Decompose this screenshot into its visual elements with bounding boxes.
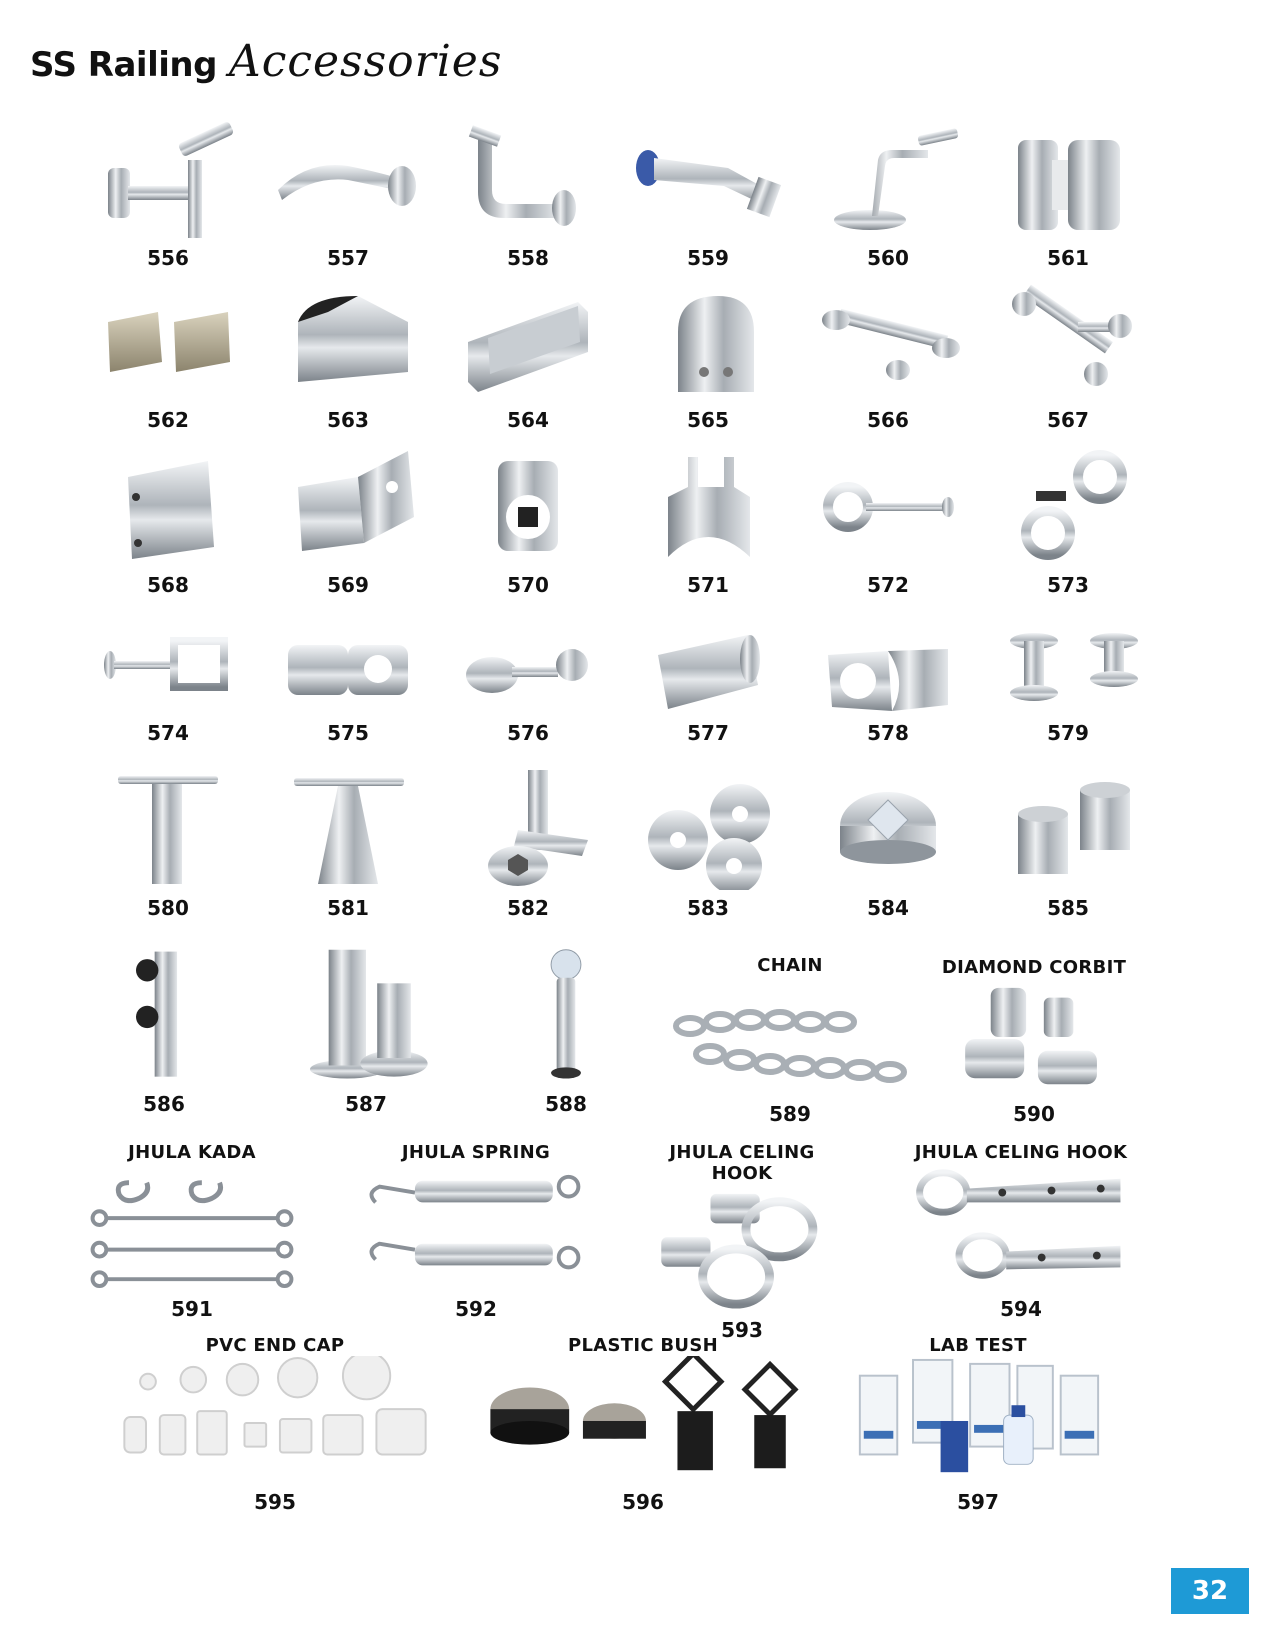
pvc-end-caps-icon: [110, 1356, 440, 1484]
product-582[interactable]: [448, 770, 608, 920]
product-566[interactable]: [808, 282, 968, 432]
product-code: 594: [1000, 1297, 1042, 1321]
product-583[interactable]: [628, 770, 788, 920]
product-caption: PVC END CAP: [205, 1335, 345, 1356]
product-579[interactable]: [988, 595, 1148, 745]
product-code: 589: [769, 1102, 811, 1126]
l-patch-fitting-icon: [268, 447, 428, 567]
cross-connector-icon: [268, 595, 428, 715]
product-code: 560: [867, 246, 909, 270]
d-clamp-icon: [628, 282, 788, 402]
glass-pipe-holder-icon: [448, 595, 608, 715]
product-code: 582: [507, 896, 549, 920]
product-code: 588: [545, 1092, 587, 1116]
standoff-pair-icon: [988, 595, 1148, 715]
product-580[interactable]: [88, 770, 248, 920]
product-code: 585: [1047, 896, 1089, 920]
product-code: 574: [147, 721, 189, 745]
product-code: 579: [1047, 721, 1089, 745]
ring-bolt-icon: [988, 447, 1148, 567]
product-573[interactable]: [988, 447, 1148, 597]
product-578[interactable]: [808, 595, 968, 745]
product-code: 597: [957, 1490, 999, 1514]
product-567[interactable]: [988, 282, 1148, 432]
product-589[interactable]: [660, 955, 920, 1126]
glass-connector-icon: [988, 120, 1148, 240]
product-592[interactable]: [364, 1142, 588, 1321]
product-565[interactable]: [628, 282, 788, 432]
product-564[interactable]: [448, 282, 608, 432]
ring-connector-icon: [808, 595, 968, 715]
countersunk-bolts-icon: [448, 770, 608, 890]
product-caption: CHAIN: [757, 955, 823, 976]
s-hooks-icon: [84, 1163, 300, 1291]
product-code: 584: [867, 896, 909, 920]
u-channel-icon: [448, 282, 608, 402]
product-code: 573: [1047, 573, 1089, 597]
product-code: 593: [721, 1318, 763, 1342]
glass-bracket-icon: [628, 120, 788, 240]
glass-post-icon: [84, 946, 244, 1086]
diamond-cap-icon: [808, 770, 968, 890]
product-563[interactable]: [268, 282, 428, 432]
product-code: 580: [147, 896, 189, 920]
product-code: 565: [687, 408, 729, 432]
product-581[interactable]: [268, 770, 428, 920]
product-code: 596: [622, 1490, 664, 1514]
product-code: 564: [507, 408, 549, 432]
post-top-plate-icon: [88, 770, 248, 890]
plastic-bush-icon: [478, 1356, 808, 1484]
product-caption: PLASTIC BUSH: [568, 1335, 718, 1356]
chain-icon: [660, 976, 920, 1096]
product-code: 592: [455, 1297, 497, 1321]
product-562[interactable]: [88, 282, 248, 432]
product-code: 568: [147, 573, 189, 597]
product-595[interactable]: [110, 1335, 440, 1514]
product-code: 561: [1047, 246, 1089, 270]
tapered-post-icon: [268, 770, 428, 890]
product-code: 591: [171, 1297, 213, 1321]
title-bold: SS Railing: [30, 45, 217, 85]
product-569[interactable]: [268, 447, 428, 597]
product-code: 562: [147, 408, 189, 432]
product-590[interactable]: [934, 957, 1134, 1126]
product-591[interactable]: [84, 1142, 300, 1321]
product-code: 556: [147, 246, 189, 270]
product-code: 581: [327, 896, 369, 920]
product-585[interactable]: [988, 770, 1148, 920]
product-576[interactable]: [448, 595, 608, 745]
product-556[interactable]: [88, 120, 248, 270]
product-code: 557: [327, 246, 369, 270]
product-code: 558: [507, 246, 549, 270]
product-561[interactable]: [988, 120, 1148, 270]
product-code: 577: [687, 721, 729, 745]
corbit-fittings-icon: [934, 978, 1134, 1096]
ceiling-hook-icon: [640, 1184, 844, 1312]
product-caption: LAB TEST: [929, 1335, 1027, 1356]
product-caption: JHULA SPRING: [401, 1142, 551, 1163]
eye-bolt-icon: [808, 447, 968, 567]
product-code: 575: [327, 721, 369, 745]
glass-clamp-pair-icon: [88, 282, 248, 402]
product-575[interactable]: [268, 595, 428, 745]
product-559[interactable]: [628, 120, 788, 270]
product-code: 578: [867, 721, 909, 745]
product-584[interactable]: [808, 770, 968, 920]
product-code: 570: [507, 573, 549, 597]
lab-test-kit-icon: [850, 1356, 1106, 1484]
product-557[interactable]: [268, 120, 428, 270]
product-code: 567: [1047, 408, 1089, 432]
u-pipe-holder-icon: [628, 447, 788, 567]
product-code: 572: [867, 573, 909, 597]
product-code: 569: [327, 573, 369, 597]
product-code: 595: [254, 1490, 296, 1514]
d-glass-clamp-icon: [268, 282, 428, 402]
product-597[interactable]: [850, 1335, 1106, 1514]
product-caption: JHULA KADA: [128, 1142, 256, 1163]
product-code: 559: [687, 246, 729, 270]
handrail-bracket-icon: [88, 120, 248, 240]
title-script: Accessories: [228, 36, 503, 87]
product-571[interactable]: [628, 447, 788, 597]
product-574[interactable]: [88, 595, 248, 745]
spigot-icon: [286, 946, 446, 1086]
product-code: 587: [345, 1092, 387, 1116]
curved-bracket-icon: [268, 120, 428, 240]
product-code: 566: [867, 408, 909, 432]
product-570[interactable]: [448, 447, 608, 597]
product-588[interactable]: [486, 946, 646, 1116]
product-558[interactable]: [448, 120, 608, 270]
l-bracket-icon: [448, 120, 608, 240]
page-number-badge: 32: [1171, 1568, 1249, 1614]
two-way-spider-icon: [988, 282, 1148, 402]
product-587[interactable]: [286, 946, 446, 1116]
product-code: 571: [687, 573, 729, 597]
product-593[interactable]: [640, 1142, 844, 1342]
product-code: 583: [687, 896, 729, 920]
product-code: 590: [1013, 1102, 1055, 1126]
product-caption: JHULA CELING HOOK: [669, 1142, 815, 1184]
patch-fitting-icon: [88, 447, 248, 567]
product-code: 563: [327, 408, 369, 432]
product-code: 586: [143, 1092, 185, 1116]
product-594[interactable]: [912, 1142, 1130, 1321]
spacer-tubes-icon: [988, 770, 1148, 890]
diamond-baluster-icon: [486, 946, 646, 1086]
square-holder-icon: [88, 595, 248, 715]
page-title: [30, 36, 502, 96]
ceiling-plate-hook-icon: [912, 1163, 1130, 1291]
product-568[interactable]: [88, 447, 248, 597]
product-560[interactable]: [808, 120, 968, 270]
product-code: 576: [507, 721, 549, 745]
product-577[interactable]: [628, 595, 788, 745]
product-572[interactable]: [808, 447, 968, 597]
product-caption: DIAMOND CORBIT: [941, 957, 1127, 978]
wall-handrail-bracket-icon: [808, 120, 968, 240]
tube-connector-icon: [628, 595, 788, 715]
pipe-holder-icon: [448, 447, 608, 567]
product-596[interactable]: [478, 1335, 808, 1514]
jhula-spring-icon: [364, 1163, 588, 1291]
spider-fitting-icon: [808, 282, 968, 402]
product-caption: JHULA CELING HOOK: [914, 1142, 1128, 1163]
washers-icon: [628, 770, 788, 890]
product-586[interactable]: [84, 946, 244, 1116]
